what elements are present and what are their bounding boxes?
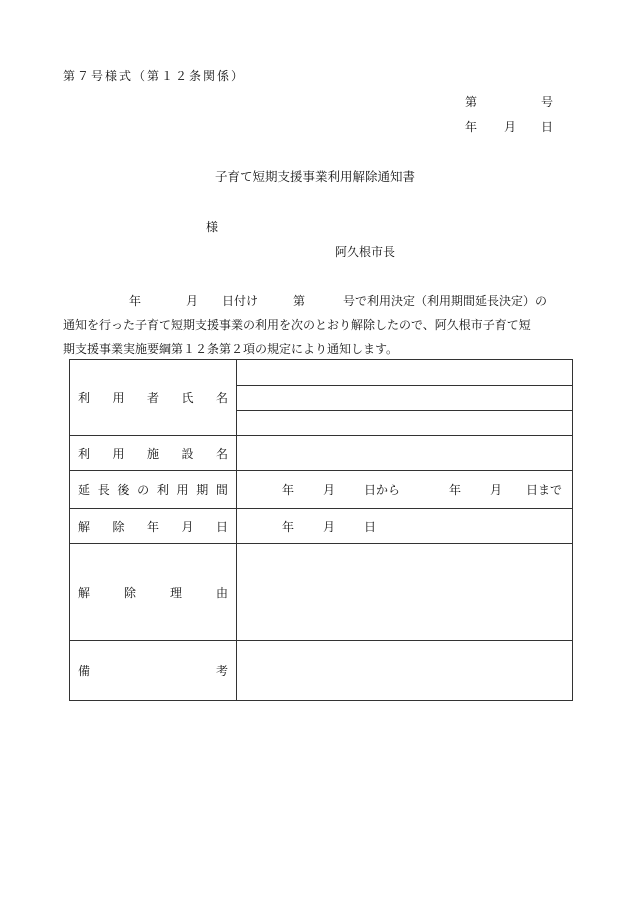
period-year-from: 年 — [282, 483, 295, 497]
label-char: 除 — [123, 585, 136, 600]
body-day-dated: 日付け — [222, 294, 259, 308]
label-char: 設 — [181, 446, 194, 461]
body-month: 月 — [186, 294, 199, 308]
label-char: 利 — [156, 483, 169, 497]
label-char: 解 — [78, 519, 91, 534]
label-char: 用 — [112, 391, 125, 405]
label-char: 用 — [176, 483, 189, 497]
cancel-year: 年 — [282, 519, 295, 534]
document-title: 子育て短期支援事業利用解除通知書 — [214, 169, 415, 184]
body-line-1-rest: 号で利用決定（利用期間延長決定）の — [343, 294, 548, 308]
label-char: 期 — [196, 483, 209, 497]
body-line-1 — [63, 289, 583, 313]
cancellation-reason-field[interactable] — [237, 544, 573, 641]
body-line-3: 期支援事業実施要綱第１２条第２項の規定により通知します。 — [63, 342, 399, 356]
document-number-prefix: 第 — [465, 95, 478, 109]
cancellation-date-label — [70, 509, 237, 544]
extended-period-field[interactable] — [237, 471, 573, 509]
label-char: 除 — [112, 519, 125, 534]
facility-name-label — [70, 436, 237, 471]
label-char: 名 — [215, 391, 228, 405]
label-char: 間 — [215, 483, 228, 497]
label-char: 備 — [78, 664, 91, 678]
remarks-label — [70, 641, 237, 701]
cancel-month: 月 — [323, 519, 336, 534]
issuer-name: 阿久根市長 — [335, 245, 396, 259]
cancel-day: 日 — [364, 519, 377, 534]
label-char: 由 — [215, 585, 228, 600]
cancellation-date-field[interactable] — [237, 509, 573, 544]
body-year: 年 — [129, 294, 142, 308]
facility-name-field[interactable] — [237, 436, 573, 471]
label-char: 延 — [78, 483, 91, 497]
label-char: 理 — [169, 585, 182, 600]
body-line-2: 通知を行った子育て短期支援事業の利用を次のとおり解除したので、阿久根市子育て短 — [63, 318, 531, 332]
user-name-field-1[interactable] — [237, 360, 573, 386]
label-char: 長 — [97, 483, 110, 497]
period-month-from: 月 — [323, 483, 336, 497]
form-number: 第７号様式（第１２条関係） — [63, 69, 246, 83]
remarks-field[interactable] — [237, 641, 573, 701]
body-dai: 第 — [293, 294, 306, 308]
user-name-label — [70, 360, 237, 436]
label-char: 後 — [117, 483, 130, 497]
date-month: 月 — [504, 120, 517, 134]
period-month-to: 月 — [490, 483, 503, 497]
date-day: 日 — [541, 120, 554, 134]
document-number-suffix: 号 — [541, 95, 554, 109]
period-from: 日から — [364, 483, 401, 497]
label-char: 月 — [181, 519, 194, 534]
label-char: 利 — [78, 446, 91, 461]
label-char: の — [137, 483, 150, 497]
label-char: 考 — [215, 664, 228, 678]
period-year-to: 年 — [449, 483, 462, 497]
label-char: 利 — [78, 391, 91, 405]
cancellation-form-table — [69, 359, 573, 701]
cancellation-reason-label — [70, 544, 237, 641]
label-char: 名 — [215, 446, 228, 461]
label-char: 氏 — [181, 391, 194, 405]
user-name-field-3[interactable] — [237, 411, 573, 436]
addressee-suffix: 様 — [206, 220, 219, 234]
label-char: 年 — [146, 519, 159, 534]
extended-period-label — [70, 471, 237, 509]
label-char: 解 — [78, 585, 91, 600]
date-year: 年 — [465, 120, 478, 134]
label-char: 用 — [112, 446, 125, 461]
period-until: 日まで — [526, 483, 563, 497]
body-text — [63, 289, 583, 361]
user-name-field-2[interactable] — [237, 386, 573, 411]
label-char: 施 — [146, 446, 159, 461]
label-char: 日 — [215, 519, 228, 534]
label-char: 者 — [146, 391, 159, 405]
